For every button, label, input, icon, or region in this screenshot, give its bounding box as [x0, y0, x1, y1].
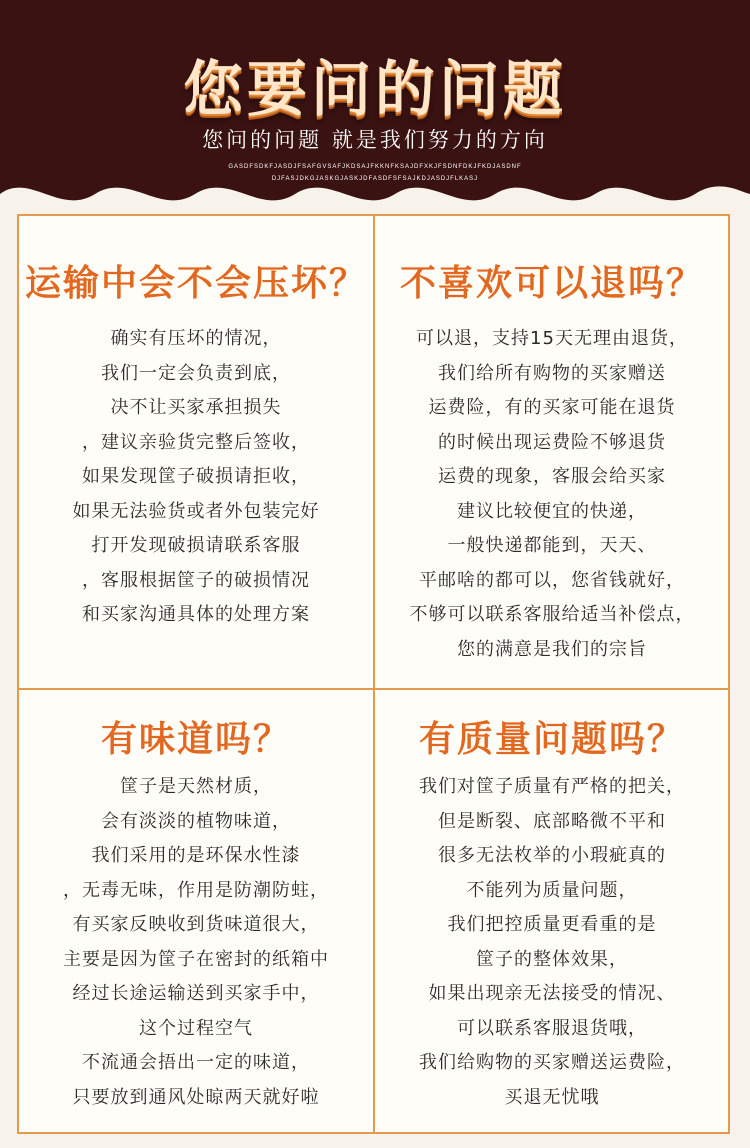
answer-line: 买退无忧哦	[504, 1086, 600, 1108]
faq-answer	[375, 770, 729, 1115]
answer-line: 可以退，支持15天无理由退货，	[416, 328, 688, 349]
answer-line: 一般快递都能到，天天、	[447, 535, 657, 556]
answer-line: 运费的现象，客服会给买家	[438, 466, 666, 487]
answer-line: 如果发现筐子破损请拒收，	[82, 466, 310, 487]
answer-line: 的时候出现运费险不够退货	[438, 431, 666, 453]
answer-line: 可以联系客服退货哦，	[457, 1017, 647, 1039]
page-subtitle: 您问的问题 就是我们努力的方向	[202, 128, 548, 152]
answer-line: ，建议亲验货完整后签收，	[82, 431, 310, 453]
answer-line: 我们把控质量更看重的是	[447, 914, 657, 935]
answer-line: 我们对筐子质量有严格的把关，	[419, 776, 685, 797]
faq-question: 不喜欢可以退吗？	[399, 263, 704, 304]
faq-question: 运输中会不会压坏？	[24, 263, 367, 304]
answer-line: 不流通会捂出一定的味道，	[82, 1052, 310, 1073]
answer-line: 决不让买家承担损失	[110, 397, 282, 418]
answer-line: 如果出现亲无法接受的情况、	[428, 983, 676, 1004]
faq-question: 有质量问题吗？	[418, 719, 685, 760]
answer-line: 经过长途运输送到买家手中，	[72, 983, 320, 1004]
answer-line: ，客服根据筐子的破损情况	[82, 569, 310, 591]
faq-answer	[19, 770, 373, 1115]
header-banner	[0, 0, 750, 232]
answer-line: 这个过程空气	[139, 1017, 253, 1039]
decorative-text-line-1: GASDFSDKFJASDJFSAFGVSAFJKDSAJFKKNFKSAJDFXKJFSDNFDKJFKDJASDNF	[228, 164, 522, 170]
answer-line: 我们给所有购物的买家赠送	[438, 362, 666, 384]
answer-line: 打开发现破损请联系客服	[91, 535, 301, 556]
answer-line: 我们采用的是环保水性漆	[91, 845, 301, 866]
answer-line: 确实有压坏的情况，	[110, 328, 282, 349]
answer-line: 主要是因为筐子在密封的纸箱中	[63, 948, 329, 970]
answer-line: 不能列为质量问题，	[466, 879, 638, 901]
answer-line: 和买家沟通具体的处理方案	[82, 604, 310, 625]
answer-line: ，无毒无味，作用是防潮防蛀，	[63, 879, 329, 901]
faq-card-damage	[19, 216, 373, 633]
faq-answer	[375, 322, 729, 667]
faq-grid	[17, 214, 730, 1134]
faq-question: 有味道吗？	[100, 719, 291, 760]
answer-line: 筐子的整体效果，	[476, 948, 628, 970]
answer-line: 筐子是天然材质，	[120, 776, 272, 797]
faq-card-returns	[375, 216, 729, 667]
answer-line: 运费险，有的买家可能在退货	[428, 397, 676, 418]
answer-line: 我们一定会负责到底，	[101, 362, 291, 384]
answer-line: 不够可以联系客服给适当补偿点，	[409, 604, 695, 625]
answer-line: 只要放到通风处晾两天就好啦	[72, 1086, 320, 1108]
faq-answer	[19, 322, 373, 633]
decorative-text-line-2: DJFASJDKGJASKGJASKJDFASDFSFSAJKDJASDJFLKASJ	[271, 176, 479, 182]
answer-line: 我们给购物的买家赠送运费险，	[419, 1052, 685, 1073]
answer-line: 平邮啥的都可以，您省钱就好，	[419, 569, 685, 591]
faq-card-quality	[375, 690, 729, 1115]
page-title: 您要问的问题	[183, 55, 567, 125]
faq-card-smell	[19, 690, 373, 1115]
answer-line: 如果无法验货或者外包装完好	[72, 500, 320, 522]
answer-line: 但是断裂、底部略微不平和	[438, 810, 666, 832]
answer-line: 很多无法枚举的小瑕疵真的	[438, 845, 666, 866]
answer-line: 您的满意是我们的宗旨	[457, 638, 647, 660]
answer-line: 会有淡淡的植物味道，	[101, 810, 291, 832]
answer-line: 有买家反映收到货味道很大，	[72, 914, 320, 935]
answer-line: 建议比较便宜的快递，	[457, 500, 647, 522]
